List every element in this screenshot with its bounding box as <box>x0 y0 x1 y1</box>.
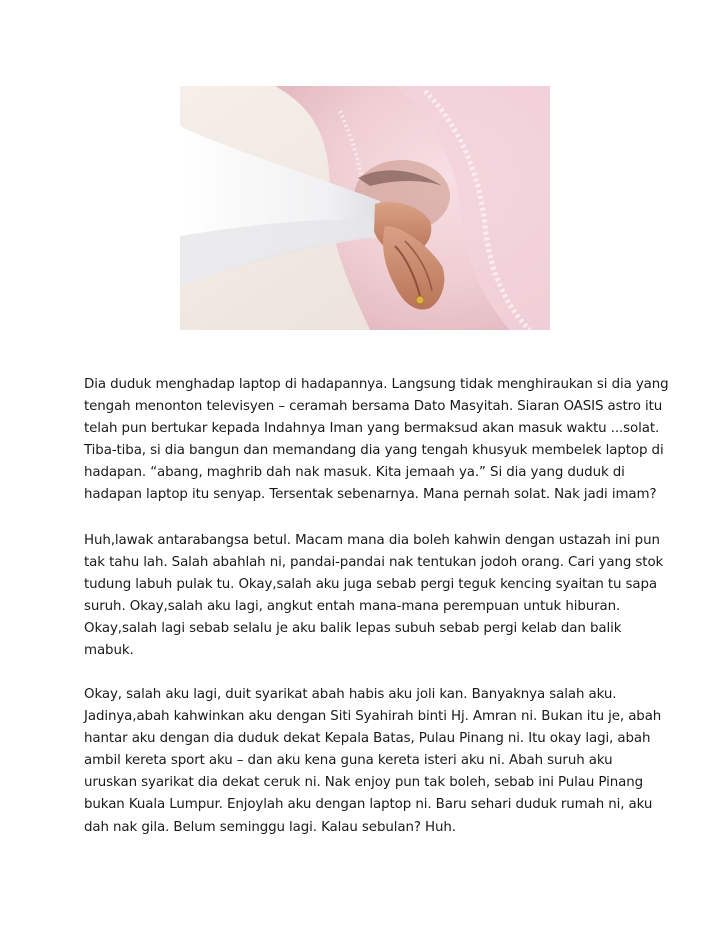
paragraph-line: Jadinya,abah kahwinkan aku dengan Siti Syahirah binti Hj. Amran ni. Bukan itu je, abah <box>84 709 662 725</box>
paragraph-line: uruskan syarikat dia dekat ceruk ni. Nak enjoy pun tak boleh, sebab ini Pulau Pinang <box>84 775 644 791</box>
paragraph-line: Okay,salah lagi sebab selalu je aku balik lepas subuh sebab pergi kelab dan balik <box>84 621 622 637</box>
paragraph-1 <box>84 374 669 507</box>
paragraph-line: Huh,lawak antarabangsa betul. Macam mana dia boleh kahwin dengan ustazah ini pun <box>84 533 660 548</box>
paragraph-line: mabuk. <box>84 643 134 659</box>
paragraph-line: Dia duduk menghadap laptop di hadapannya. Langsung tidak menghiraukan si dia yang <box>84 377 669 392</box>
paragraph-2 <box>84 530 664 663</box>
paragraph-line: bukan Kuala Lumpur. Enjoylah aku dengan laptop ni. Baru sehari duduk rumah ni, aku <box>84 797 653 813</box>
paragraph-line: hantar aku dengan dia duduk dekat Kepala Batas, Pulau Pinang ni. Itu okay lagi, abah <box>84 731 651 747</box>
paragraph-line: tengah menonton televisyen – ceramah bersama Dato Masyitah. Siaran OASIS astro itu <box>84 399 663 415</box>
paragraph-line: tudung labuh pulak tu. Okay,salah aku juga sebab pergi teguk kencing syaitan tu sapa <box>84 577 658 593</box>
paragraph-line: dah nak gila. Belum seminggu lagi. Kalau sebulan? Huh. <box>84 819 456 835</box>
paragraph-line: Okay, salah aku lagi, duit syarikat abah habis aku joli kan. Banyaknya salah aku. <box>84 687 617 702</box>
paragraph-line: tak tahu lah. Salah abahlah ni, pandai-pandai nak tentukan jodoh orang. Cari yang stok <box>84 555 664 571</box>
photo-image <box>180 86 550 330</box>
paragraph-3 <box>84 684 662 839</box>
paragraph-line: hadapan laptop itu senyap. Tersentak sebenarnya. Mana pernah solat. Nak jadi imam? <box>84 487 657 503</box>
paragraph-line: ambil kereta sport aku – dan aku kena guna kereta isteri aku ni. Abah suruh aku <box>84 753 613 769</box>
photo-bride-hand-kiss-icon <box>180 86 550 330</box>
paragraph-line: Tiba-tiba, si dia bangun dan memandang dia yang tengah khusyuk membelek laptop di <box>84 443 664 459</box>
paragraph-line: telah pun bertukar kepada Indahnya Iman yang bermaksud akan masuk waktu ...solat. <box>84 421 660 437</box>
paragraph-line: suruh. Okay,salah aku lagi, angkut entah mana-mana perempuan untuk hiburan. <box>84 599 621 615</box>
paragraph-line: hadapan. “abang, maghrib dah nak masuk. Kita jemaah ya.” Si dia yang duduk di <box>84 465 625 481</box>
